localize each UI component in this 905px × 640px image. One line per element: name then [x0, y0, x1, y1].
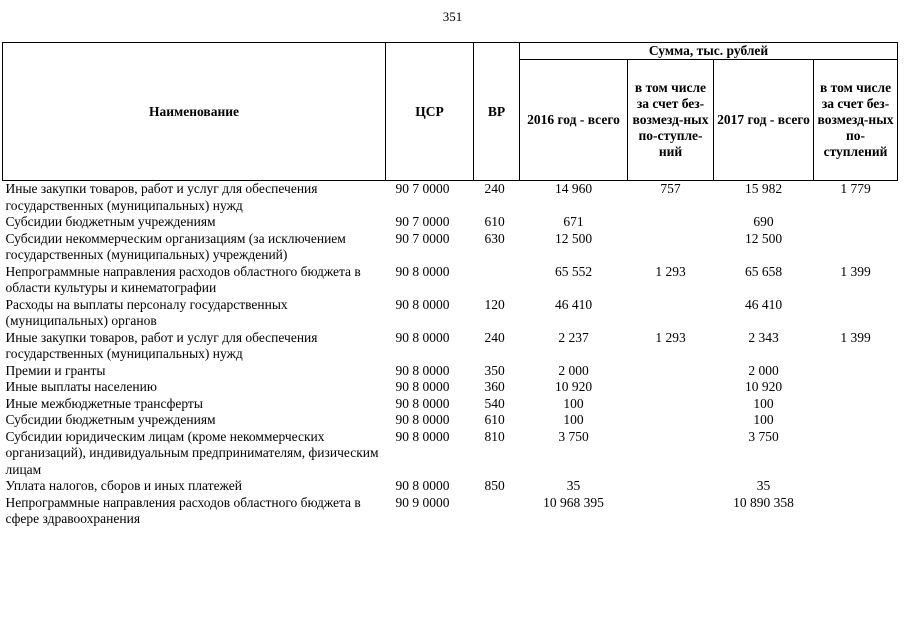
row-2016-total: 671	[563, 214, 584, 229]
row-2017-free	[814, 363, 898, 380]
header-2016-free: в том числе за счет без-возмезд-ных по-ступле-ний	[628, 60, 714, 181]
row-2017-total: 3 750	[748, 428, 779, 444]
row-vr: 630	[484, 230, 505, 246]
row-2016-total: 3 750	[558, 428, 589, 444]
row-2017-total: 100	[753, 395, 774, 411]
row-2016-free	[628, 379, 714, 396]
row-vr: 610	[484, 214, 505, 229]
header-2016-total: 2016 год - всего	[520, 60, 628, 181]
row-2016-free: 1 293	[655, 263, 686, 279]
row-2017-total: 2 343	[748, 329, 779, 345]
row-2017-total: 100	[753, 412, 774, 427]
row-name: Расходы на выплаты персоналу государственных (муниципальных) органов	[5, 296, 288, 328]
row-csr: 90 7 0000	[395, 230, 450, 246]
row-2017-total: 10 890 358	[733, 494, 794, 510]
row-vr	[474, 264, 520, 297]
row-name: Иные межбюджетные трансферты	[5, 395, 203, 411]
table-row	[3, 297, 898, 330]
row-2017-total: 15 982	[744, 181, 783, 196]
row-csr: 90 8 0000	[395, 395, 450, 411]
row-2016-total: 35	[566, 478, 581, 493]
row-2016-total: 12 500	[554, 230, 593, 246]
table-body	[3, 181, 898, 528]
row-2016-free	[628, 396, 714, 413]
row-name: Субсидии юридическим лицам (кроме некоммерческих организаций), индивидуальным предпринимателям, физическим лицам	[5, 428, 379, 477]
header-sum: Сумма, тыс. рублей	[520, 43, 898, 60]
row-csr: 90 7 0000	[395, 181, 450, 196]
row-name: Субсидии бюджетным учреждениям	[5, 214, 216, 229]
row-2017-free	[814, 297, 898, 330]
row-2017-total: 46 410	[744, 296, 783, 312]
row-vr: 850	[484, 478, 505, 493]
row-name: Непрограммные направления расходов областного бюджета в области культуры и кинематографии	[5, 263, 361, 295]
row-2016-free	[628, 231, 714, 264]
table-row	[3, 495, 898, 528]
row-2016-total: 2 000	[558, 362, 589, 378]
table-header	[3, 43, 898, 181]
row-2016-free	[628, 297, 714, 330]
row-vr: 360	[484, 379, 505, 394]
table-row	[3, 478, 898, 495]
row-2017-total: 10 920	[744, 379, 783, 394]
row-2017-free: 1 399	[840, 263, 871, 279]
row-2016-total: 2 237	[558, 329, 589, 345]
row-2017-free	[814, 214, 898, 231]
table-row	[3, 363, 898, 380]
row-2017-free	[814, 231, 898, 264]
header-vr: ВР	[474, 43, 520, 181]
row-2017-total: 2 000	[748, 362, 779, 378]
row-2017-total: 65 658	[744, 263, 783, 279]
row-2016-free	[628, 495, 714, 528]
table-row	[3, 379, 898, 396]
row-2017-total: 12 500	[744, 230, 783, 246]
row-2017-total: 690	[753, 214, 774, 229]
header-2017-total: 2017 год - всего	[714, 60, 814, 181]
row-csr: 90 7 0000	[395, 214, 450, 229]
table-row	[3, 429, 898, 479]
row-2016-free	[628, 429, 714, 479]
row-2017-free	[814, 429, 898, 479]
row-name: Премии и гранты	[5, 362, 106, 378]
row-2016-total: 100	[563, 412, 584, 427]
row-vr: 240	[484, 329, 505, 345]
row-name: Иные закупки товаров, работ и услуг для обеспечения государственных (муниципальных) нужд	[5, 181, 318, 213]
row-2016-total: 14 960	[554, 181, 593, 196]
row-2017-free: 1 399	[840, 329, 871, 345]
row-2016-free	[628, 214, 714, 231]
row-csr: 90 9 0000	[395, 494, 450, 510]
row-2016-free	[628, 363, 714, 380]
row-2016-free: 1 293	[655, 329, 686, 345]
row-2016-total: 10 968 395	[543, 494, 604, 510]
row-vr: 120	[484, 296, 505, 312]
row-2016-total: 46 410	[554, 296, 593, 312]
row-vr: 540	[484, 395, 505, 411]
row-2017-free	[814, 478, 898, 495]
header-csr: ЦСР	[386, 43, 474, 181]
table-row	[3, 412, 898, 429]
header-name: Наименование	[3, 43, 386, 181]
row-2017-free	[814, 412, 898, 429]
row-2016-total: 10 920	[554, 379, 593, 394]
table-row	[3, 330, 898, 363]
row-csr: 90 8 0000	[395, 412, 450, 427]
row-2016-free: 757	[660, 181, 681, 196]
row-name: Иные выплаты населению	[5, 379, 157, 394]
row-vr: 810	[484, 428, 505, 444]
table-row	[3, 231, 898, 264]
row-vr	[474, 495, 520, 528]
row-name: Субсидии бюджетным учреждениям	[5, 412, 216, 427]
row-name: Иные закупки товаров, работ и услуг для обеспечения государственных (муниципальных) нужд	[5, 329, 318, 361]
table-row	[3, 396, 898, 413]
row-2016-free	[628, 412, 714, 429]
row-vr: 350	[484, 362, 505, 378]
row-2017-free	[814, 396, 898, 413]
page-number: 351	[442, 9, 463, 24]
row-2016-total: 65 552	[554, 263, 593, 279]
row-vr: 610	[484, 412, 505, 427]
row-2017-free	[814, 379, 898, 396]
row-name: Уплата налогов, сборов и иных платежей	[5, 478, 242, 493]
row-csr: 90 8 0000	[395, 263, 450, 279]
table-row	[3, 214, 898, 231]
row-name: Непрограммные направления расходов областного бюджета в сфере здравоохранения	[5, 494, 361, 526]
row-csr: 90 8 0000	[395, 428, 450, 444]
row-2016-free	[628, 478, 714, 495]
row-vr: 240	[484, 181, 505, 196]
row-csr: 90 8 0000	[395, 329, 450, 345]
row-csr: 90 8 0000	[395, 296, 450, 312]
row-name: Субсидии некоммерческим организациям (за исключением государственных (муниципальных) учреждений)	[5, 230, 346, 262]
table-row	[3, 264, 898, 297]
row-csr: 90 8 0000	[395, 478, 450, 493]
table-row	[3, 181, 898, 215]
row-2016-total: 100	[563, 395, 584, 411]
budget-table	[2, 42, 898, 528]
row-2017-free	[814, 495, 898, 528]
row-csr: 90 8 0000	[395, 379, 450, 394]
header-2017-free: в том числе за счет без-возмезд-ных по-ступлений	[814, 60, 898, 181]
row-2017-total: 35	[756, 478, 771, 493]
row-csr: 90 8 0000	[395, 362, 450, 378]
row-2017-free: 1 779	[840, 181, 871, 196]
